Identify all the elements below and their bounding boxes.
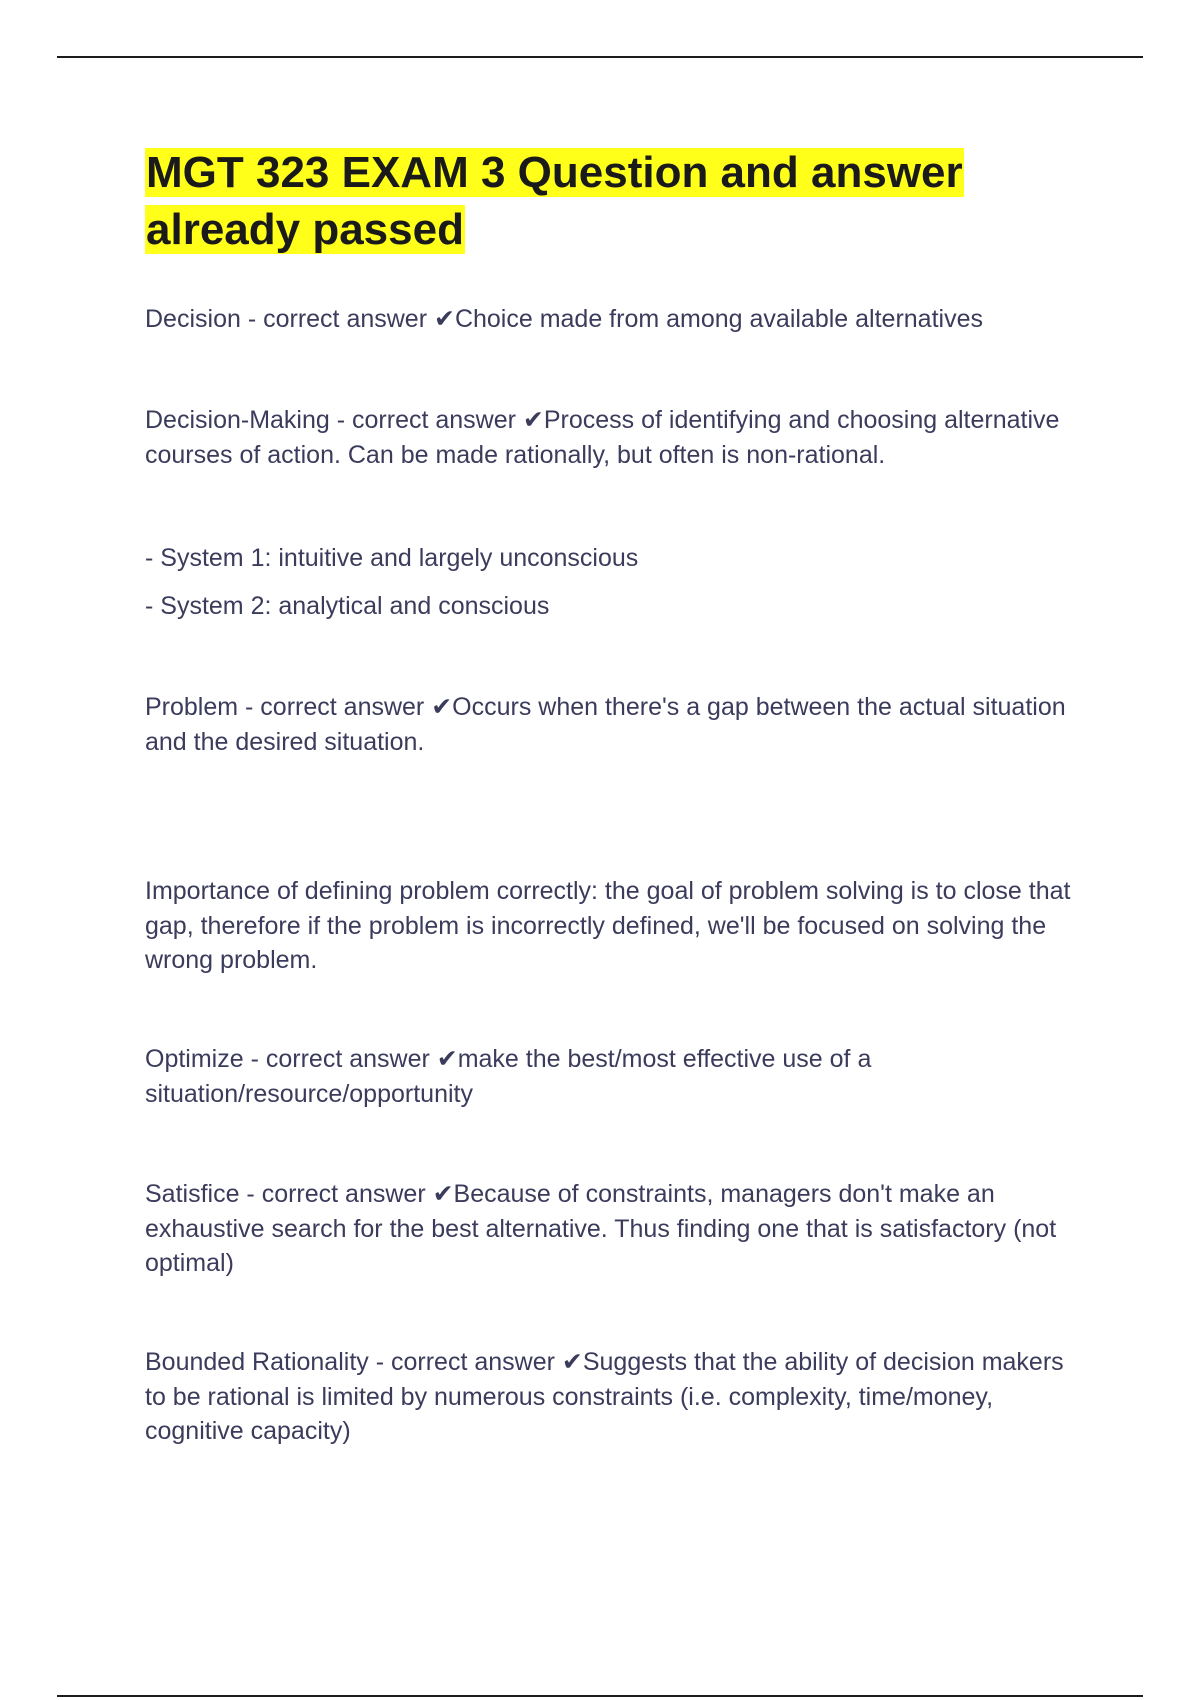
importance-paragraph: Importance of defining problem correctly: the goal of problem solving is to close that gap, therefore if the problem is incorrectly defined, we'll be focused on solving the wrong problem. — [145, 877, 1071, 974]
entry-definition: make the best/most effective use of a situation/resource/opportunity — [145, 1045, 872, 1108]
entry-decision-making — [145, 403, 1090, 472]
entry-definition: Process of identifying and choosing alternative courses of action. Can be made rationally, but often is non-rational. — [145, 406, 1060, 469]
entry-term: Decision — [145, 305, 241, 333]
answer-marker: - correct answer ✔ — [239, 1180, 454, 1208]
entry-bounded-rationality — [145, 1345, 1090, 1449]
entry-term: Decision-Making — [145, 406, 330, 434]
answer-marker: - correct answer ✔ — [329, 406, 544, 434]
header-rule — [57, 56, 1143, 58]
entry-term: Problem — [145, 693, 239, 721]
entry-definition: Occurs when there's a gap between the actual situation and the desired situation. — [145, 693, 1066, 756]
entry-definition: Choice made from among available alternatives — [454, 305, 983, 333]
entry-term: Satisfice — [145, 1180, 240, 1208]
footer-rule — [57, 1695, 1143, 1697]
entry-problem — [145, 690, 1090, 759]
answer-marker: - correct answer ✔ — [240, 305, 455, 333]
entry-definition: Suggests that the ability of decision makers to be rational is limited by numerous constraints (i.e. complexity, time/money, cognitive capacity) — [145, 1348, 1064, 1445]
entry-decision — [145, 302, 1090, 337]
entry-term: Bounded Rationality — [145, 1348, 369, 1376]
answer-marker: - correct answer ✔ — [243, 1045, 458, 1073]
answer-marker: - correct answer ✔ — [238, 693, 453, 721]
entry-definition: Because of constraints, managers don't make an exhaustive search for the best alternative. Thus finding one that is satisfactory (not optimal) — [145, 1180, 1057, 1277]
system-2-line: - System 2: analytical and conscious — [145, 592, 550, 620]
document-title — [145, 144, 1090, 258]
title-highlight: MGT 323 EXAM 3 Question and answer already passed — [146, 148, 963, 254]
entry-optimize — [145, 1042, 1090, 1111]
entry-satisfice — [145, 1177, 1090, 1281]
system-1-line: - System 1: intuitive and largely unconscious — [145, 544, 639, 572]
entry-term: Optimize — [145, 1045, 244, 1073]
answer-marker: - correct answer ✔ — [368, 1348, 583, 1376]
